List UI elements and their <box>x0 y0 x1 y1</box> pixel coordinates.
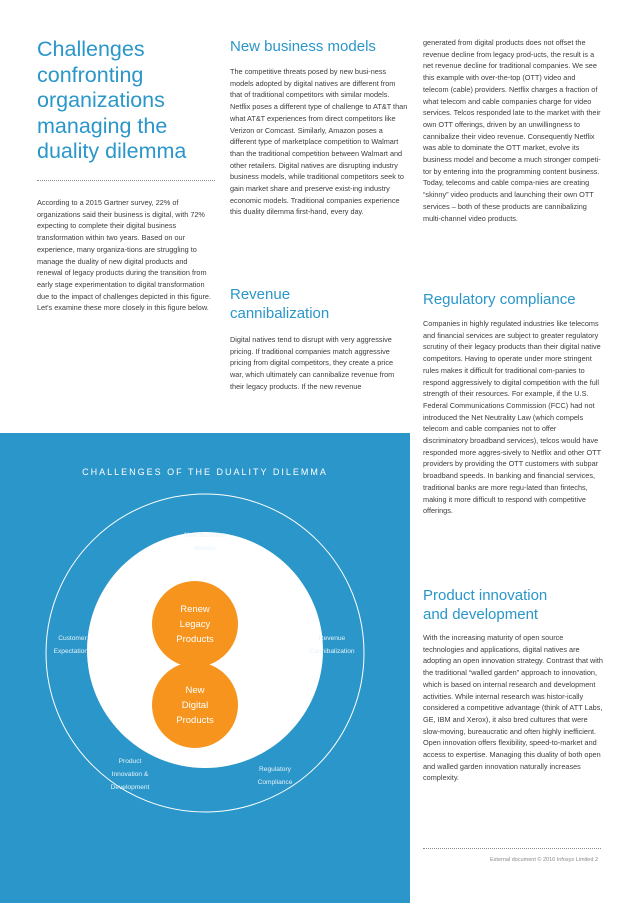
heading-line: organizations <box>37 88 165 112</box>
label-product-innovation: Product Innovation & Development <box>110 758 150 791</box>
dotted-divider <box>37 180 215 181</box>
product-heading <box>423 586 608 624</box>
footer-divider <box>423 848 601 849</box>
heading-line: Revenue <box>230 286 291 303</box>
page-footer: External document © 2016 Infosys Limited 2 <box>490 857 598 863</box>
heading-line: confronting <box>37 62 144 87</box>
diagram-title: CHALLENGES OF THE DUALITY DILEMMA <box>82 467 328 477</box>
regulatory-paragraph: Companies in highly regulated industries like telecoms and financial services are subject to greater regulatory scrutiny of their legacy products than their digital native competitors. Having to operate under more stringent rules makes it difficult for traditional com-panies to respond aggressively to digital competition with the full strength of their resources. For example, if the U.S. Federal Communications Commission (FCC) had not introduced the Net Neutrality Law (which compels telecom and cable companies not to offer discriminatory broadband services), telcos would have responded more aggres-sively to Netflix and other OTT providers by providing the OTT customers with subpar broadband speeds. In banking and financial services, traditional banks are more regu-lated than fintechs, making it more difficult to respond with competitive offerings. <box>423 319 601 516</box>
regulatory-heading: Regulatory compliance <box>423 291 576 308</box>
label-new-business-models: New Business Models <box>184 532 226 552</box>
heading-line: and development <box>423 606 539 623</box>
diagram-graphic <box>0 433 410 903</box>
intro-paragraph: According to a 2015 Gartner survey, 22% of organizations said their business is digital, with 72% expecting to complete their digital business transformation within two years. Based on our experience, many organiza-tions are struggling to manage the duality of new digital products and renewal of legacy products during the transition from early stage experimentation to digital transformation due to the impact of challenges depicted in this figure. Let's examine these more closely in this figure below. <box>37 198 212 313</box>
renew-legacy-label: Renew Legacy Products <box>176 604 214 645</box>
heading-line: Product innovation <box>423 587 548 604</box>
heading-line: Challenges <box>37 37 145 61</box>
new-business-paragraph: The competitive threats posed by new busi-ness models adopted by digital natives are different from that of traditional competitors with similar models. Netflix poses a different type of challenge to AT&T than what AT&T experiences from direct competitors like Verizon or Comcast. Similarly, Amazon poses a different type of marketplace competition to Walmart than the traditional competition between Walmart and other retailers. Digital natives are disrupting industry business models, while traditional competitors seek to gain market share and preserve exist-ing industry economic models. Traditional companies experience this duality dilemma first-hand, every day. <box>230 67 408 217</box>
label-customer-expectations: Customer Expectations <box>53 635 92 655</box>
label-revenue-cannibalization: Revenue Cannibalization <box>309 635 355 655</box>
new-business-heading: New business models <box>230 38 376 55</box>
revenue-heading <box>230 285 410 323</box>
new-digital-label: New Digital Products <box>176 685 214 726</box>
revenue-continued-paragraph: generated from digital products does not offset the revenue decline from legacy prod-ucts, the result is a net revenue decline for traditional companies. We see this example with over-the-top (OTT) video and telecom (cable) providers. Netflix charges a fraction of what telecom and cable companies charge for video services. Telcos responded late to the market with their own OTT offerings, driven by an unwillingness to cannibalize their video revenue. Consequently Netflix was able to dominate the OTT market, evolve its business model and become a much stronger competi-tor by entering into the programming content business. Today, telecoms and cable compa-nies are creating “skinny” video products and launching their own OTT services – both of these products are cannibalizing multi-channel video products. <box>423 38 601 223</box>
heading-line: cannibalization <box>230 305 330 322</box>
label-regulatory-compliance: Regulatory Compliance <box>257 766 293 786</box>
product-paragraph: With the increasing maturity of open source technologies and applications, digital natives are adopting an open innovation strategy. Contrast that with the traditional “walled garden” approach to innovation, which is based on internal research and development activities. While internal research was histor-ically considered a competitive advantage (think of ATT Labs, GE, IBM and Xerox), it also bred cultures that were slow-moving, bureaucratic and often highly inefficient. Open innovation offers flexibility, speed-to-market and access to expertise. Managing this duality of both open and walled garden innovation naturally increases complexity. <box>423 633 603 783</box>
heading-line: duality dilemma <box>37 139 187 163</box>
heading-line: managing the <box>37 113 168 138</box>
revenue-paragraph: Digital natives tend to disrupt with very aggressive pricing. If traditional companies match aggressive pricing from digital competitors, they create a price war, which ultimately can cannibalize revenue from their legacy products. If the new revenue <box>230 335 395 391</box>
page-heading <box>37 37 212 165</box>
